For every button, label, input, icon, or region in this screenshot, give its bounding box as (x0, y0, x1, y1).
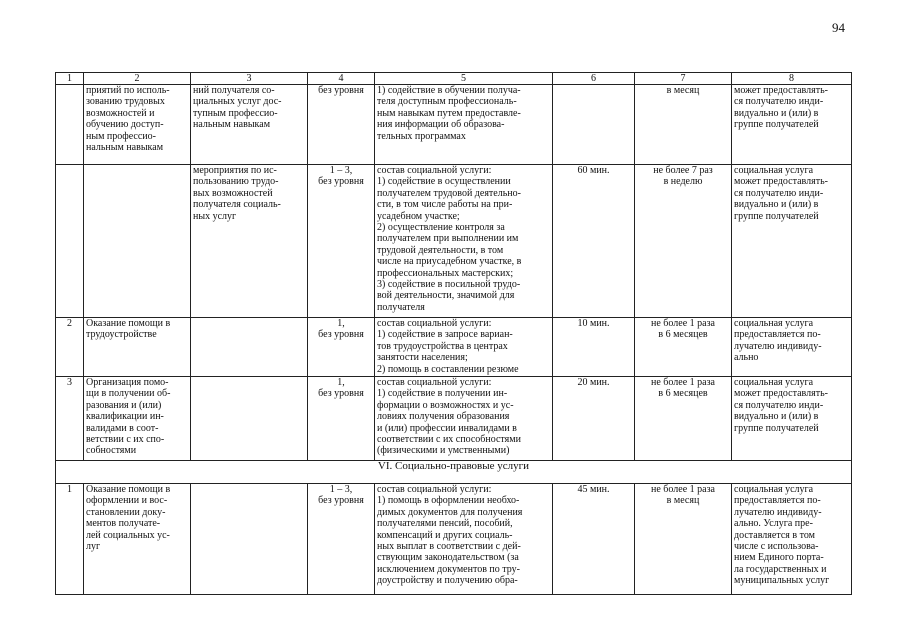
service-level-line: 1 – 3, (329, 165, 353, 176)
service-description-line: ний получателя со- (193, 85, 275, 96)
service-composition-line: димых документов для получения (377, 506, 523, 518)
service-level-line: 1, (337, 377, 345, 388)
service-description-line: тупным профессио- (193, 107, 278, 119)
service-composition-line: получателями пенсий, пособий, (377, 518, 513, 530)
service-level-cell (308, 85, 375, 165)
service-level-line: без уровня (318, 495, 364, 507)
table-row (56, 484, 852, 595)
service-conditions-line: ся получателю инди- (734, 187, 824, 199)
service-composition-line: ных выплат в соответствии с дей- (377, 541, 521, 553)
service-conditions-line: социальная услуга (734, 484, 814, 495)
service-name-line: зованию трудовых (86, 96, 165, 108)
table-row (56, 85, 852, 165)
service-composition-line: ния информации об образова- (377, 119, 505, 131)
service-name-line: ментов получате- (86, 518, 161, 530)
service-composition-line: усадебном участке; (377, 210, 460, 222)
service-frequency-cell (635, 165, 732, 318)
service-name-line: ным профессио- (86, 130, 156, 142)
service-number-cell: 2 (56, 318, 84, 377)
service-composition-line: тельных программах (377, 130, 466, 142)
service-frequency-line: в неделю (663, 176, 703, 188)
service-duration-cell (553, 318, 635, 377)
service-conditions-line: видуально и (или) в (734, 199, 819, 211)
service-composition-line: исключением документов по тру- (377, 563, 520, 575)
service-frequency-line: в месяц (666, 495, 700, 507)
service-description-cell (191, 484, 308, 595)
service-name-cell (84, 85, 191, 165)
service-composition-line: сти, в том числе работы на при- (377, 199, 513, 211)
service-composition-cell (375, 165, 553, 318)
service-duration-line: 20 мин. (577, 377, 610, 388)
service-name-line: Оказание помощи в (86, 484, 171, 495)
service-duration-cell (553, 85, 635, 165)
service-name-line: квалификации ин- (86, 411, 164, 423)
service-conditions-line: числе с использова- (734, 541, 819, 553)
section-header-row (56, 461, 852, 484)
service-composition-line: 1) помощь в оформлении необхо- (377, 495, 520, 507)
service-composition-line: компенсаций и других социаль- (377, 529, 513, 541)
service-conditions-line: ся получателю инди- (734, 399, 824, 411)
service-composition-line: получателем трудовой деятельно- (377, 187, 521, 199)
service-duration-cell (553, 377, 635, 461)
service-composition-cell (375, 85, 553, 165)
service-composition-line: ствующим законодательством (за (377, 552, 519, 564)
service-frequency-line: не более 1 раза (651, 318, 715, 329)
service-conditions-line: может предоставлять- (734, 388, 828, 400)
service-composition-cell (375, 318, 553, 377)
page-number: 94 (832, 20, 845, 35)
service-composition-line: (физическими и умственными) (377, 445, 510, 457)
service-composition-line: числе на приусадебном участке, в (377, 256, 522, 268)
service-duration-cell (553, 165, 635, 318)
service-frequency-line: в 6 месяцев (658, 388, 708, 400)
service-description-line: нальным навыкам (193, 119, 271, 131)
service-name-line: оформлении и вос- (86, 495, 168, 507)
service-conditions-line: может предоставлять- (734, 176, 828, 188)
service-conditions-line: лучателю индивиду- (734, 506, 822, 518)
service-conditions-line: социальная услуга (734, 318, 814, 329)
service-composition-line: ным навыкам путем предоставле- (377, 107, 521, 119)
service-frequency-cell (635, 318, 732, 377)
service-name-line: возможностей и (86, 107, 155, 119)
service-frequency-line: не более 7 раз (653, 165, 713, 176)
service-name-cell (84, 377, 191, 461)
service-conditions-line: ально. Услуга пре- (734, 518, 813, 530)
service-composition-line: состав социальной услуги: (377, 318, 492, 329)
service-composition-line: теля доступным профессиональ- (377, 96, 517, 108)
service-composition-line: формации о возможностях и ус- (377, 399, 514, 411)
service-composition-cell (375, 377, 553, 461)
column-number: 8 (732, 73, 852, 85)
service-duration-line: 45 мин. (577, 484, 610, 495)
service-name-line: приятий по исполь- (86, 85, 170, 96)
service-composition-line: занятости населения; (377, 352, 468, 364)
service-conditions-line: предоставляется по- (734, 329, 821, 341)
service-name-line: луг (86, 541, 101, 553)
service-conditions-line: видуально и (или) в (734, 107, 819, 119)
service-conditions-line: лучателю индивиду- (734, 340, 822, 352)
service-composition-line: вой деятельности, значимой для (377, 290, 515, 302)
service-conditions-line: социальная услуга (734, 165, 814, 176)
service-level-cell (308, 484, 375, 595)
service-composition-line: ловиях получения образования (377, 411, 510, 423)
column-number-row (56, 73, 852, 85)
service-conditions-line: может предоставлять- (734, 85, 828, 96)
service-composition-line: получателя (377, 301, 425, 313)
service-description-line: циальных услуг дос- (193, 96, 282, 108)
service-level-line: без уровня (318, 388, 364, 400)
service-conditions-cell (732, 377, 852, 461)
service-level-line: 1, (337, 318, 345, 329)
service-frequency-cell (635, 85, 732, 165)
service-name-line: ветствии с их спо- (86, 434, 165, 446)
service-description-cell (191, 85, 308, 165)
service-level-cell (308, 318, 375, 377)
service-name-line: трудоустройстве (86, 329, 157, 341)
service-level-line: без уровня (318, 329, 364, 341)
service-name-line: лей социальных ус- (86, 529, 170, 541)
service-composition-line: 2) осуществление контроля за (377, 222, 505, 234)
service-number-cell: 3 (56, 377, 84, 461)
service-name-cell (84, 318, 191, 377)
service-frequency-line: не более 1 раза (651, 377, 715, 388)
column-number: 3 (191, 73, 308, 85)
service-composition-line: 1) содействие в запросе вариан- (377, 329, 513, 341)
service-number-cell: 1 (56, 484, 84, 595)
service-description-cell (191, 318, 308, 377)
service-frequency-cell (635, 377, 732, 461)
table-row (56, 377, 852, 461)
service-composition-line: 3) содействие в посильной трудо- (377, 279, 521, 291)
service-description-line: вых возможностей (193, 187, 273, 199)
service-name-line: Оказание помощи в (86, 318, 171, 329)
service-level-cell (308, 165, 375, 318)
service-name-line: щи в получении об- (86, 388, 171, 400)
service-number-cell (56, 165, 84, 318)
service-name-line: валидами в соот- (86, 422, 159, 434)
service-conditions-cell (732, 318, 852, 377)
service-composition-line: 1) содействие в обучении получа- (377, 85, 521, 96)
service-conditions-line: группе получателей (734, 210, 819, 222)
service-composition-line: состав социальной услуги: (377, 377, 492, 388)
service-frequency-cell (635, 484, 732, 595)
service-duration-cell (553, 484, 635, 595)
service-conditions-line: ально (734, 352, 759, 364)
column-number: 4 (308, 73, 375, 85)
service-composition-line: 1) содействие в осуществлении (377, 176, 511, 188)
service-description-cell (191, 165, 308, 318)
service-name-line: нальным навыкам (86, 142, 164, 154)
service-conditions-line: ла государственных и (734, 563, 827, 575)
service-level-line: без уровня (318, 85, 364, 96)
service-conditions-cell (732, 85, 852, 165)
service-composition-line: состав социальной услуги: (377, 484, 492, 495)
table-row (56, 318, 852, 377)
service-name-line: становлении доку- (86, 506, 166, 518)
service-description-line: пользованию трудо- (193, 176, 279, 188)
service-composition-line: и (или) профессии инвалидами в (377, 422, 517, 434)
service-name-line: разования и (или) (86, 399, 162, 411)
column-number: 1 (56, 73, 84, 85)
service-conditions-line: социальная услуга (734, 377, 814, 388)
service-conditions-line: муниципальных услуг (734, 575, 830, 587)
service-composition-line: профессиональных мастерских; (377, 267, 514, 279)
service-duration-line: 10 мин. (577, 318, 610, 329)
service-composition-line: состав социальной услуги: (377, 165, 492, 176)
section-title: VI. Социально-правовые услуги (56, 461, 852, 484)
service-level-line: без уровня (318, 176, 364, 188)
service-description-line: ных услуг (193, 210, 237, 222)
service-composition-line: тов трудоустройства в центрах (377, 340, 508, 352)
service-level-cell (308, 377, 375, 461)
service-name-cell (84, 484, 191, 595)
service-conditions-line: видуально и (или) в (734, 411, 819, 423)
service-conditions-line: ся получателю инди- (734, 96, 824, 108)
service-conditions-line: предоставляется по- (734, 495, 821, 507)
column-number: 5 (375, 73, 553, 85)
service-number-cell (56, 85, 84, 165)
service-name-line: Организация помо- (86, 377, 169, 388)
service-frequency-line: не более 1 раза (651, 484, 715, 495)
service-composition-line: доустройству и получению обра- (377, 575, 518, 587)
service-composition-cell (375, 484, 553, 595)
column-number: 7 (635, 73, 732, 85)
service-name-cell (84, 165, 191, 318)
column-number: 2 (84, 73, 191, 85)
table-row (56, 165, 852, 318)
service-conditions-line: доставляется в том (734, 529, 815, 541)
service-conditions-cell (732, 165, 852, 318)
service-composition-line: трудовой деятельности, в том (377, 244, 504, 256)
service-name-line: обучению доступ- (86, 119, 164, 131)
service-description-line: получателя социаль- (193, 199, 281, 211)
services-table (55, 72, 852, 595)
service-level-line: 1 – 3, (329, 484, 353, 495)
service-composition-line: 2) помощь в составлении резюме (377, 363, 519, 375)
service-description-cell (191, 377, 308, 461)
service-name-line: собностями (86, 445, 137, 457)
service-conditions-line: группе получателей (734, 422, 819, 434)
service-frequency-line: в месяц (666, 85, 700, 96)
column-number: 6 (553, 73, 635, 85)
service-composition-line: 1) содействие в получении ин- (377, 388, 508, 400)
service-description-line: мероприятия по ис- (193, 165, 277, 176)
service-conditions-line: нием Единого порта- (734, 552, 824, 564)
service-conditions-cell (732, 484, 852, 595)
service-composition-line: соответствии с их способностями (377, 434, 521, 446)
service-conditions-line: группе получателей (734, 119, 819, 131)
service-frequency-line: в 6 месяцев (658, 329, 708, 341)
service-duration-line: 60 мин. (577, 165, 610, 176)
service-composition-line: получателем при выполнении им (377, 233, 519, 245)
